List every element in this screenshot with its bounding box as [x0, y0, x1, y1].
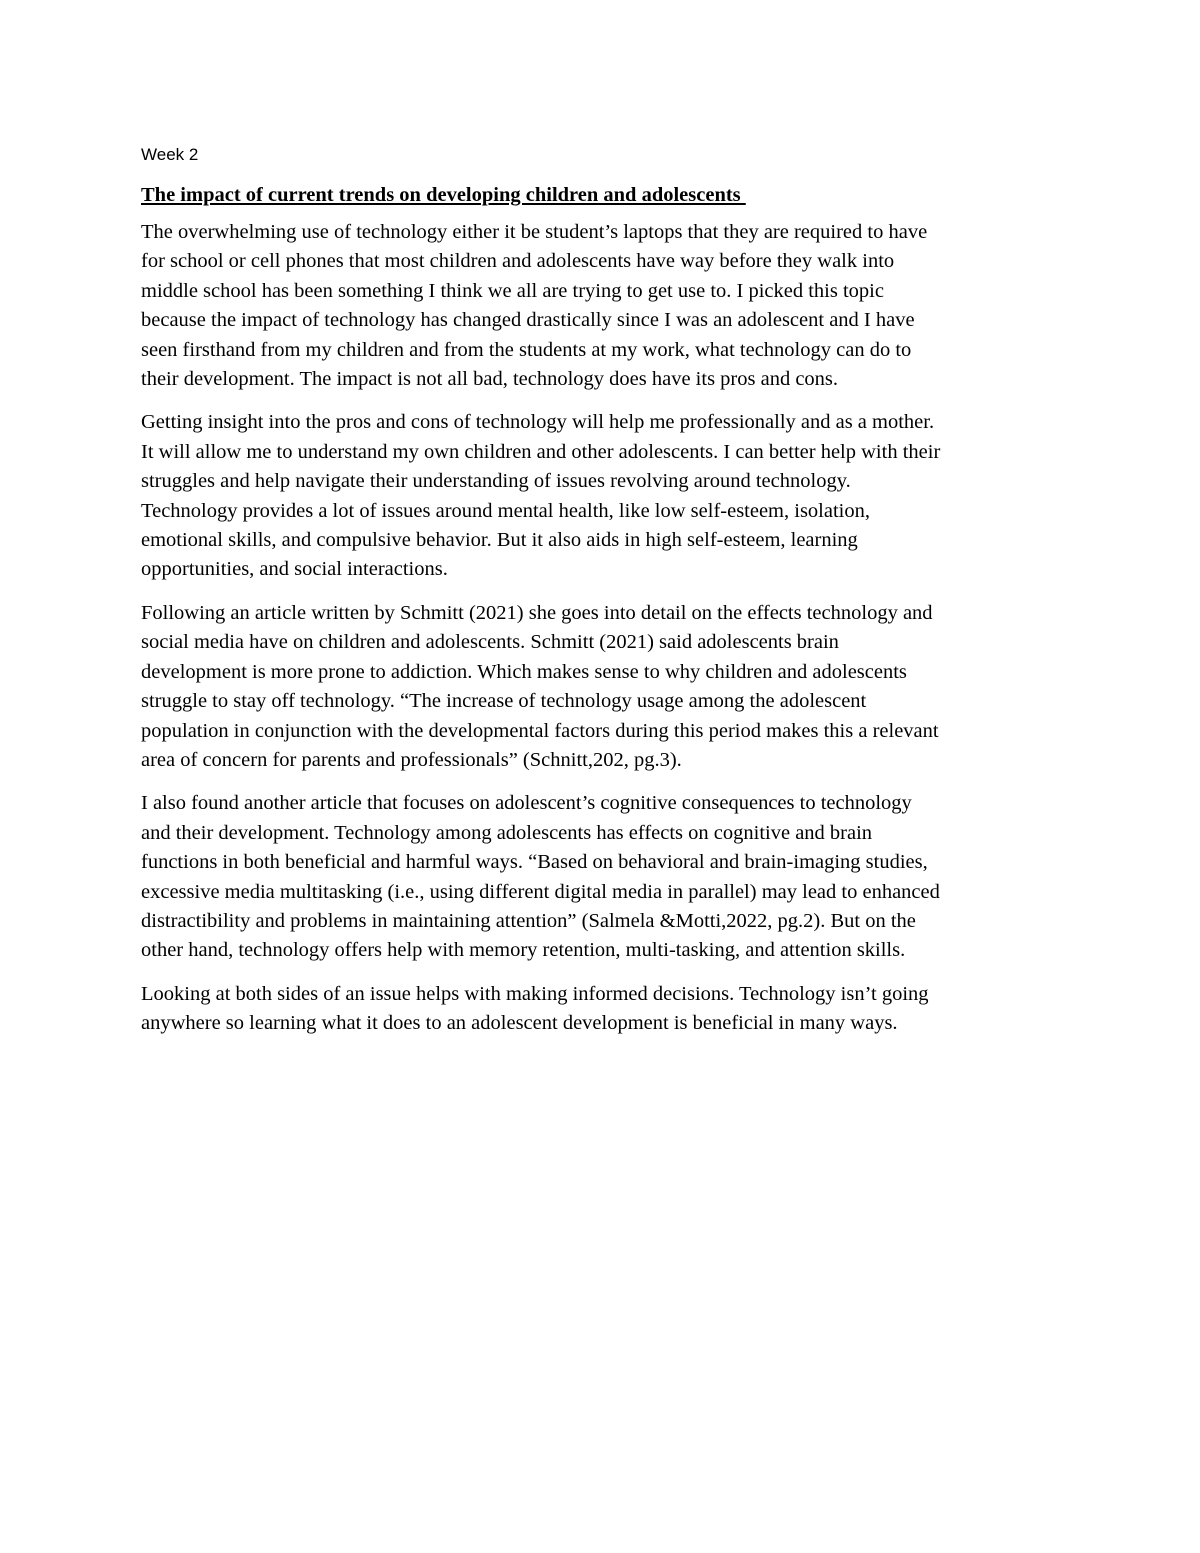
week-label: Week 2 — [141, 145, 199, 164]
paragraph-line: other hand, technology offers help with memory retention, multi-tasking, and attention skills. — [141, 939, 906, 962]
paragraph-line: for school or cell phones that most children and adolescents have way before they walk into — [141, 250, 895, 273]
paragraph-1 — [141, 218, 1076, 394]
paragraph-line: I also found another article that focuses on adolescent’s cognitive consequences to technology — [141, 792, 912, 815]
paragraph-line: functions in both beneficial and harmful ways. “Based on behavioral and brain-imaging studies, — [141, 851, 928, 874]
paragraph-line: Technology provides a lot of issues around mental health, like low self-esteem, isolation, — [141, 499, 870, 522]
paragraph-line: and their development. Technology among adolescents has effects on cognitive and brain — [141, 821, 873, 844]
paragraph-line: social media have on children and adolescents. Schmitt (2021) said adolescents brain — [141, 631, 839, 654]
paragraph-line: anywhere so learning what it does to an adolescent development is beneficial in many ways. — [141, 1012, 898, 1035]
paragraph-4 — [141, 789, 1076, 965]
document-title: The impact of current trends on developing children and adolescents — [141, 184, 746, 206]
paragraph-line: population in conjunction with the developmental factors during this period makes this a relevant — [141, 719, 939, 742]
paragraph-line: opportunities, and social interactions. — [141, 558, 448, 581]
paragraph-line: struggles and help navigate their understanding of issues revolving around technology. — [141, 470, 851, 493]
paragraph-2 — [141, 408, 1076, 584]
paragraph-line: because the impact of technology has changed drastically since I was an adolescent and I have — [141, 309, 915, 332]
paragraph-line: seen firsthand from my children and from the students at my work, what technology can do to — [141, 338, 912, 361]
paragraph-line: their development. The impact is not all bad, technology does have its pros and cons. — [141, 368, 839, 391]
paragraph-line: It will allow me to understand my own children and other adolescents. I can better help with their — [141, 440, 941, 463]
paragraph-line: development is more prone to addiction. Which makes sense to why children and adolescents — [141, 660, 907, 683]
paragraph-line: excessive media multitasking (i.e., using different digital media in parallel) may lead to enhanced — [141, 880, 940, 903]
paragraph-line: emotional skills, and compulsive behavior. But it also aids in high self-esteem, learning — [141, 529, 858, 552]
paragraph-line: Getting insight into the pros and cons of technology will help me professionally and as a mother. — [141, 411, 935, 434]
paragraph-5 — [141, 980, 1076, 1039]
paragraph-line: middle school has been something I think we all are trying to get use to. I picked this topic — [141, 279, 884, 302]
document-body — [141, 142, 1076, 1053]
paragraph-3 — [141, 599, 1076, 775]
paragraph-line: Following an article written by Schmitt (2021) she goes into detail on the effects technology and — [141, 601, 933, 624]
paragraph-line: struggle to stay off technology. “The increase of technology usage among the adolescent — [141, 690, 867, 713]
paragraph-line: area of concern for parents and professionals” (Schnitt,202, pg.3). — [141, 748, 682, 771]
paragraph-line: distractibility and problems in maintaining attention” (Salmela &Motti,2022, pg.2). But on the — [141, 909, 916, 932]
paragraph-line: The overwhelming use of technology either it be student’s laptops that they are required to have — [141, 221, 928, 243]
paragraph-line: Looking at both sides of an issue helps with making informed decisions. Technology isn’t going — [141, 982, 929, 1005]
